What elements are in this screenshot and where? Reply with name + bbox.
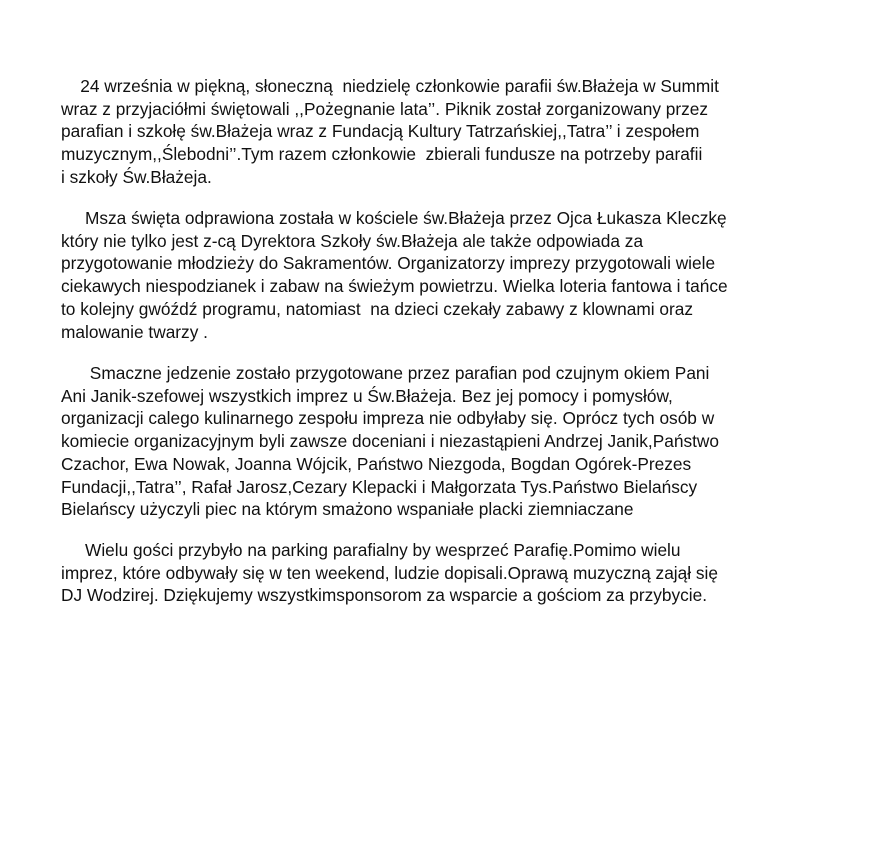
text-line: ciekawych niespodzianek i zabaw na świeżym powietrzu. Wielka loteria fantowa i tańce — [61, 276, 728, 297]
text-line: parafian i szkołę św.Błażeja wraz z Fundacją Kultury Tatrzańskiej,,Tatra’’ i zespołem — [61, 121, 700, 142]
text-line: komiecie organizacyjnym byli zawsze doceniani i niezastąpieni Andrzej Janik,Państwo — [61, 431, 719, 452]
paragraph-thanks — [61, 539, 718, 607]
text-line: imprez, które odbywały się w ten weekend, ludzie dopisali.Oprawą muzyczną zajął się — [61, 562, 718, 583]
text-line: DJ Wodzirej. Dziękujemy wszystkimsponsorom za wsparcie a gościom za przybycie. — [61, 585, 707, 606]
text-line: Msza święta odprawiona została w kościele św.Błażeja przez Ojca Łukasza Kleczkę — [61, 208, 727, 228]
paragraph-picnic-intro — [61, 75, 719, 189]
text-line: i szkoły Św.Błażeja. — [61, 166, 212, 187]
text-line: to kolejny gwóźdź programu, natomiast na dzieci czekały zabawy z klownami oraz — [61, 298, 694, 319]
text-line: który nie tylko jest z-cą Dyrektora Szkoły św.Błażeja ale także odpowiada za — [61, 230, 644, 251]
text-line: organizacji calego kulinarnego zespołu impreza nie odbyłaby się. Oprócz tych osób w — [61, 408, 715, 429]
text-line: muzycznym,,Ślebodni’’.Tym razem członkowie zbierali fundusze na potrzeby parafii — [61, 144, 703, 165]
text-line: Ani Janik-szefowej wszystkich imprez u Św.Błażeja. Bez jej pomocy i pomysłów, — [61, 385, 673, 406]
text-line: Bielańscy użyczyli piec na którym smażono wspaniałe placki ziemniaczane — [61, 499, 634, 520]
text-line: przygotowanie młodzieży do Sakramentów. Organizatorzy imprezy przygotowali wiele — [61, 253, 716, 274]
paragraph-mass — [61, 207, 728, 343]
text-line: Czachor, Ewa Nowak, Joanna Wójcik, Państwo Niezgoda, Bogdan Ogórek-Prezes — [61, 453, 692, 474]
text-line: Smaczne jedzenie zostało przygotowane przez parafian pod czujnym okiem Pani — [61, 363, 710, 383]
text-line: 24 września w piękną, słoneczną niedzielę członkowie parafii św.Błażeja w Summit — [61, 76, 719, 96]
text-line: Fundacji,,Tatra’’, Rafał Jarosz,Cezary Klepacki i Małgorzata Tys.Państwo Bielańscy — [61, 476, 698, 497]
paragraph-food — [61, 362, 719, 521]
text-line: malowanie twarzy . — [61, 321, 208, 342]
text-line: wraz z przyjaciółmi świętowali ,,Pożegnanie lata’’. Piknik został zorganizowany przez — [61, 98, 709, 119]
text-line: Wielu gości przybyło na parking parafialny by wesprzeć Parafię.Pomimo wielu — [61, 540, 681, 560]
